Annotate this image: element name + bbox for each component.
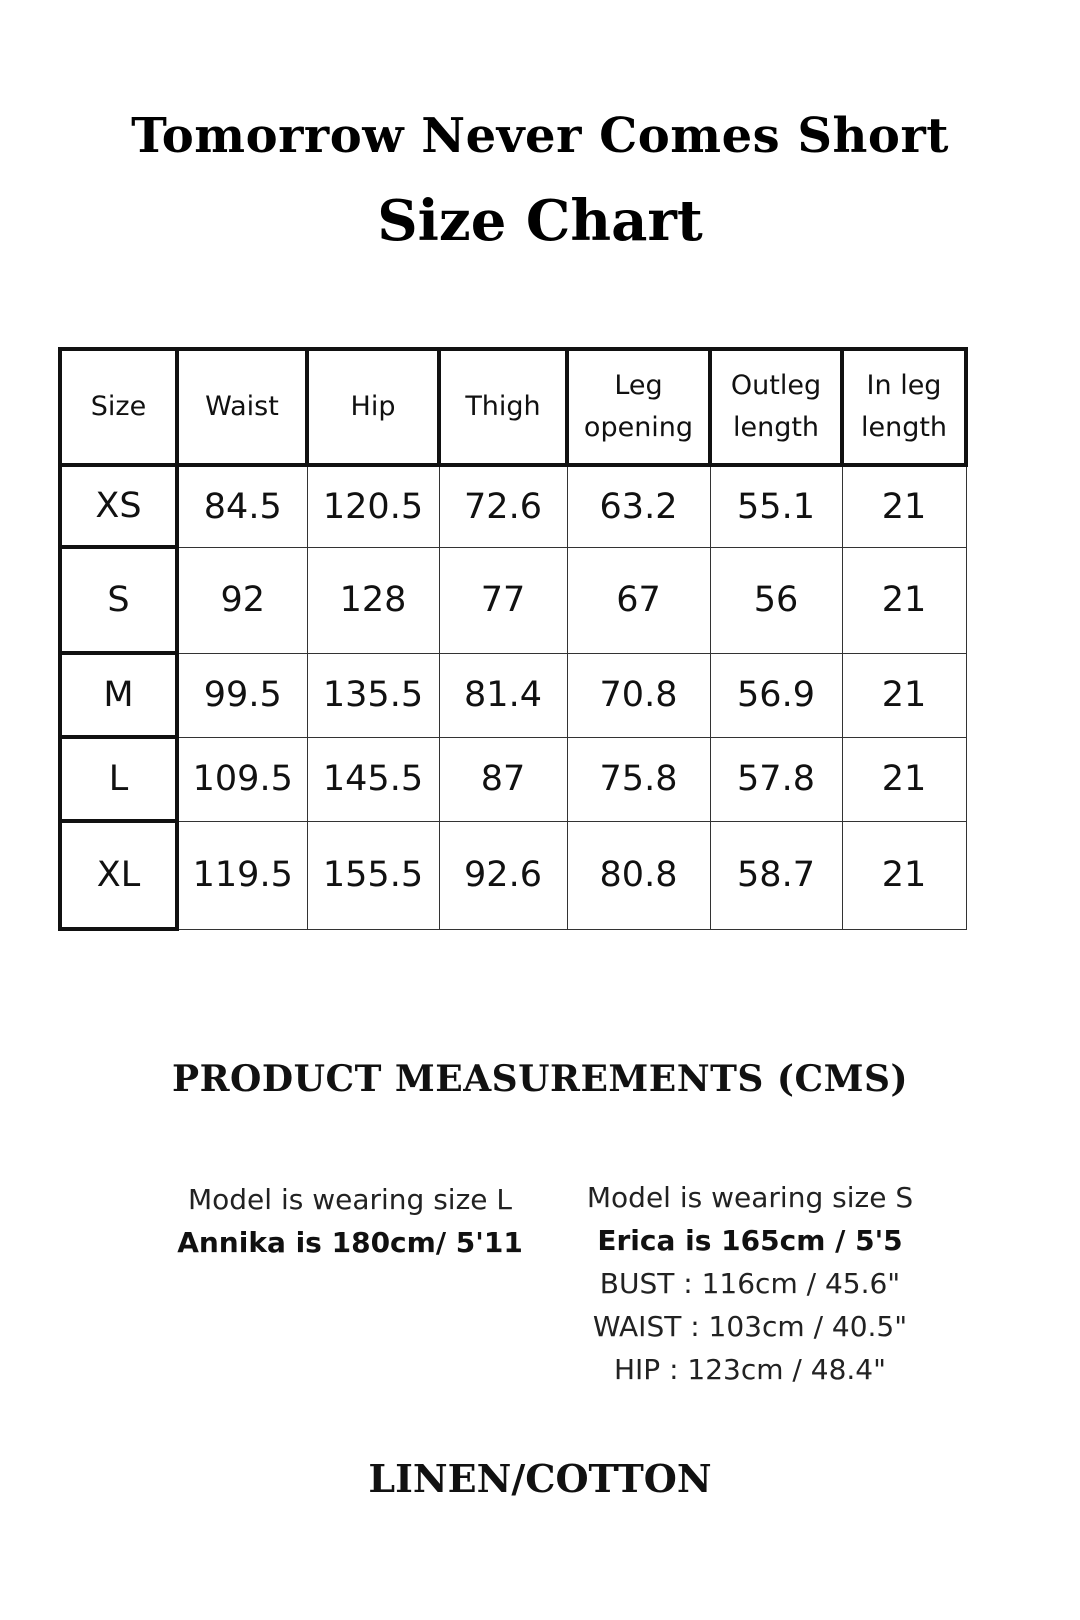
table-row — [60, 821, 966, 929]
model-info-right — [570, 1176, 930, 1391]
model-size-text: Model is wearing size L — [187, 1183, 513, 1216]
thigh-cell: 77 — [439, 547, 567, 653]
model-name-height: Erica is 165cm / 5'5 — [597, 1224, 903, 1257]
inleg-length-cell: 21 — [842, 737, 966, 821]
header-outleg-length: Outleg length — [710, 349, 842, 465]
size-cell: XL — [60, 821, 177, 929]
size-chart-title: Size Chart — [377, 188, 703, 254]
table-header-row — [60, 349, 966, 465]
outleg-length-cell: 56 — [710, 547, 842, 653]
leg-opening-cell: 80.8 — [567, 821, 710, 929]
inleg-length-cell: 21 — [842, 821, 966, 929]
model-bust: BUST : 116cm / 45.6" — [599, 1267, 901, 1300]
header-hip: Hip — [307, 349, 439, 465]
model-size-text: Model is wearing size S — [586, 1181, 914, 1214]
size-cell: XS — [60, 465, 177, 547]
waist-cell: 119.5 — [177, 821, 307, 929]
size-chart-table — [58, 347, 968, 931]
header-leg-opening: Leg opening — [567, 349, 710, 465]
header-inleg-length: In leg length — [842, 349, 966, 465]
outleg-length-cell: 58.7 — [710, 821, 842, 929]
size-cell: L — [60, 737, 177, 821]
size-cell: M — [60, 653, 177, 737]
model-hip: HIP : 123cm / 48.4" — [613, 1353, 886, 1386]
outleg-length-cell: 55.1 — [710, 465, 842, 547]
outleg-length-cell: 56.9 — [710, 653, 842, 737]
model-name-height: Annika is 180cm/ 5'11 — [177, 1226, 523, 1259]
hip-cell: 155.5 — [307, 821, 439, 929]
thigh-cell: 72.6 — [439, 465, 567, 547]
thigh-cell: 92.6 — [439, 821, 567, 929]
hip-cell: 120.5 — [307, 465, 439, 547]
thigh-cell: 81.4 — [439, 653, 567, 737]
leg-opening-cell: 75.8 — [567, 737, 710, 821]
waist-cell: 109.5 — [177, 737, 307, 821]
leg-opening-cell: 63.2 — [567, 465, 710, 547]
header-thigh: Thigh — [439, 349, 567, 465]
waist-cell: 92 — [177, 547, 307, 653]
model-info-left — [150, 1178, 550, 1264]
header-size: Size — [60, 349, 177, 465]
hip-cell: 145.5 — [307, 737, 439, 821]
table-row — [60, 547, 966, 653]
table-row — [60, 653, 966, 737]
waist-cell: 84.5 — [177, 465, 307, 547]
product-measurements-heading: PRODUCT MEASUREMENTS (CMS) — [172, 1058, 908, 1100]
outleg-length-cell: 57.8 — [710, 737, 842, 821]
product-title: Tomorrow Never Comes Short — [131, 108, 949, 164]
waist-cell: 99.5 — [177, 653, 307, 737]
table-row — [60, 737, 966, 821]
inleg-length-cell: 21 — [842, 547, 966, 653]
hip-cell: 135.5 — [307, 653, 439, 737]
thigh-cell: 87 — [439, 737, 567, 821]
header-waist: Waist — [177, 349, 307, 465]
inleg-length-cell: 21 — [842, 653, 966, 737]
model-waist: WAIST : 103cm / 40.5" — [592, 1310, 908, 1343]
hip-cell: 128 — [307, 547, 439, 653]
size-cell: S — [60, 547, 177, 653]
table-row — [60, 465, 966, 547]
leg-opening-cell: 70.8 — [567, 653, 710, 737]
fabric-label: LINEN/COTTON — [368, 1456, 712, 1501]
leg-opening-cell: 67 — [567, 547, 710, 653]
inleg-length-cell: 21 — [842, 465, 966, 547]
